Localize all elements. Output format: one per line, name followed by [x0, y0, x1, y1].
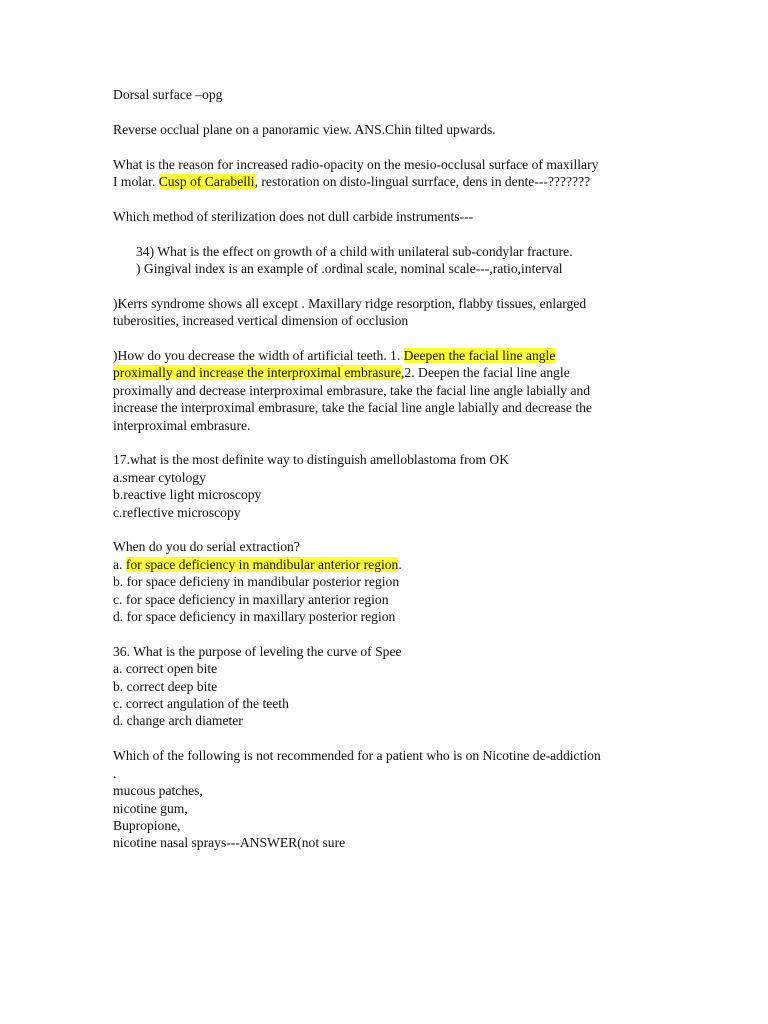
text-line: increase the interproximal embrasure, take the facial line angle labially and decrease the [113, 400, 592, 416]
answer-option: nicotine gum, [113, 800, 188, 816]
text-line: proximally and decrease interproximal embrasure, take the facial line angle labially and [113, 382, 591, 398]
paragraph-artificial-teeth [113, 347, 658, 434]
paragraph-question-17 [113, 451, 658, 521]
answer-option: a.smear cytology [113, 469, 206, 485]
question-text: Which of the following is not recommended for a patient who is on Nicotine de-addiction [113, 748, 601, 764]
answer-option: d. change arch diameter [113, 713, 243, 729]
question-text: 17.what is the most definite way to distinguish amelloblastoma from OK [113, 452, 510, 468]
answer-option: c.reflective microscopy [113, 504, 241, 520]
text-line: Which method of sterilization does not dull carbide instruments--- [113, 208, 474, 224]
answer-option: Bupropione, [113, 817, 181, 833]
highlighted-answer: for space deficiency in mandibular anterior region [125, 556, 399, 572]
text-run: )How do you decrease the width of artificial teeth. 1. [113, 348, 404, 363]
paragraph-dorsal-surface [113, 86, 658, 103]
text-line: What is the reason for increased radio-opacity on the mesio-occlusal surface of maxillary [113, 156, 599, 172]
question-text: When do you do serial extraction? [113, 539, 300, 555]
answer-option: nicotine nasal sprays---ANSWER(not sure [113, 835, 346, 851]
text-line [113, 173, 658, 190]
paragraph-occlusal-plane [113, 121, 658, 138]
highlighted-answer: Deepen the facial line angle [403, 348, 556, 363]
text-line: )Kerrs syndrome shows all except . Maxillary ridge resorption, flabby tissues, enlarged [113, 295, 587, 311]
text-run: a. [113, 556, 126, 572]
paragraph-question-36 [113, 643, 658, 730]
paragraph-kerrs-syndrome [113, 295, 658, 330]
question-text: 36. What is the purpose of leveling the curve of Spee [113, 643, 402, 659]
answer-option: a. correct open bite [113, 661, 218, 677]
text-line [113, 347, 658, 364]
answer-option: mucous patches, [113, 783, 203, 799]
text-line: Reverse occlual plane on a panoramic view. ANS.Chin tilted upwards. [113, 121, 496, 137]
text-line [113, 364, 658, 381]
text-line: interproximal embrasure. [113, 417, 251, 433]
text-line: . [113, 765, 117, 781]
paragraph-serial-extraction [113, 538, 658, 625]
answer-option: b. for space deficieny in mandibular posterior region [113, 574, 400, 590]
text-line: tuberosities, increased vertical dimension of occlusion [113, 313, 409, 329]
text-run: I molar. [113, 174, 159, 189]
answer-option: b. correct deep bite [113, 678, 218, 694]
paragraph-radio-opacity [113, 156, 658, 191]
text-line: 34) What is the effect on growth of a child with unilateral sub-condylar fracture. [136, 243, 573, 259]
answer-option: b.reactive light microscopy [113, 487, 262, 503]
answer-option: c. correct angulation of the teeth [113, 696, 289, 712]
highlighted-answer: Cusp of Carabelli [158, 174, 255, 189]
text-run: ,2. Deepen the facial line angle [401, 365, 570, 381]
text-line: Dorsal surface –opg [113, 87, 223, 102]
paragraph-indented-questions [113, 243, 658, 278]
text-line: ) Gingival index is an example of .ordinal scale, nominal scale---,ratio,interval [136, 261, 563, 276]
answer-option [113, 556, 658, 573]
paragraph-nicotine [113, 747, 658, 851]
answer-option: c. for space deficiency in maxillary anterior region [113, 591, 389, 607]
highlighted-answer: proximally and increase the interproximal embrasure [113, 365, 402, 381]
text-run: , restoration on disto-lingual surrface, dens in dente---??????? [254, 174, 591, 189]
answer-option: d. for space deficiency in maxillary posterior region [113, 609, 396, 625]
paragraph-sterilization [113, 208, 658, 225]
text-run: . [398, 556, 402, 572]
document-page [113, 86, 658, 852]
